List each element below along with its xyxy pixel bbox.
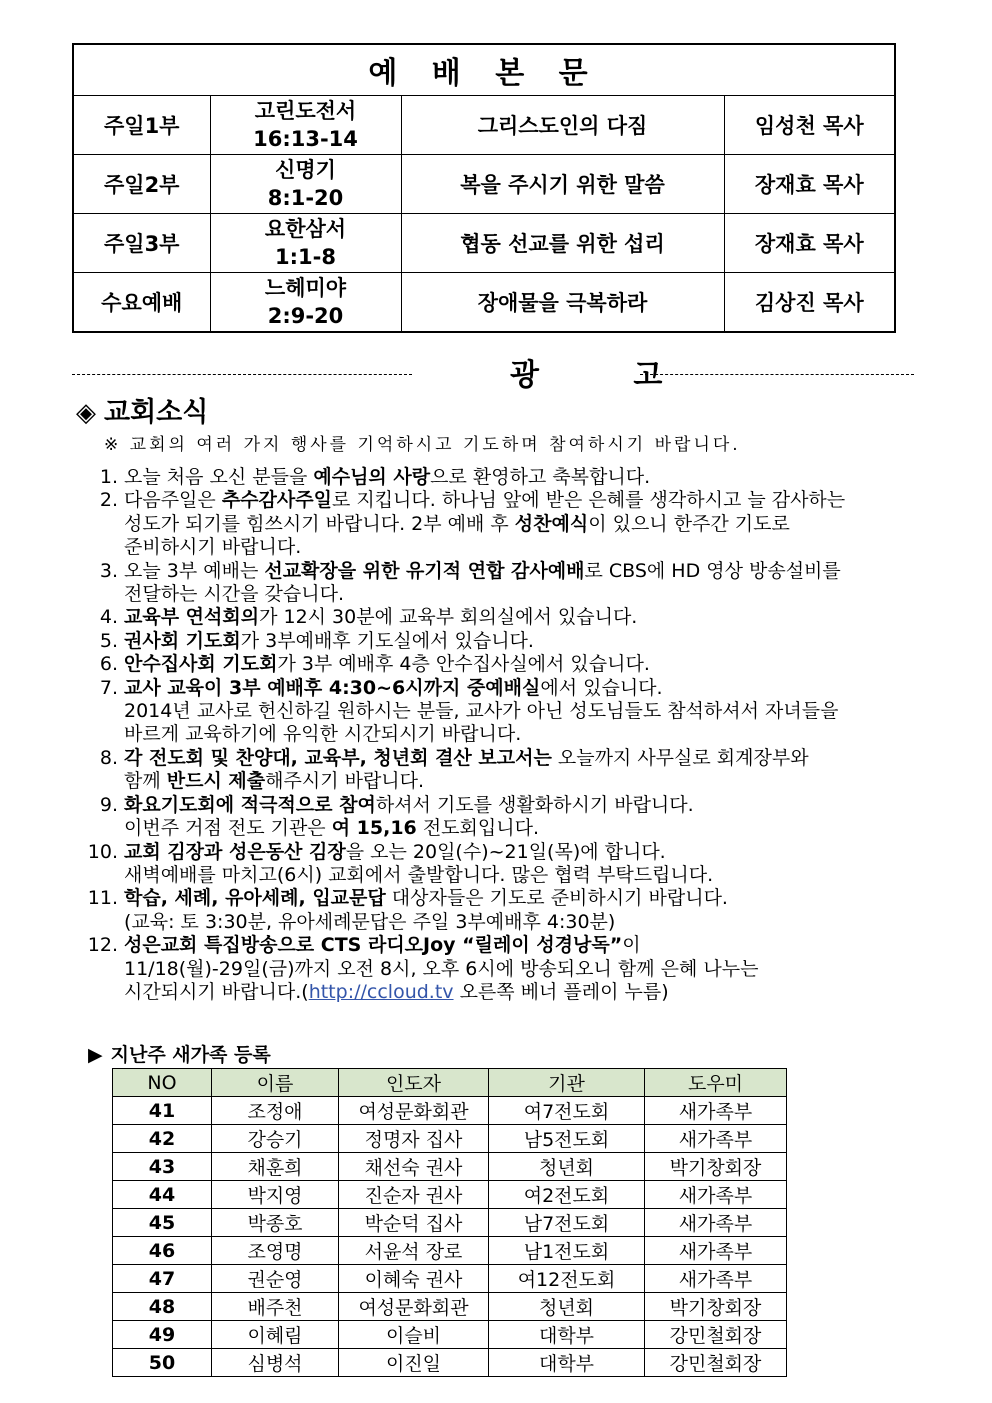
notice-line [124, 466, 934, 489]
section-title: ◈ 교회소식 [76, 397, 209, 428]
table-cell: 새가족부 [645, 1265, 787, 1293]
notice-line [124, 513, 934, 536]
table-cell: 권순영 [212, 1265, 339, 1293]
table-cell: 진순자 권사 [339, 1181, 489, 1209]
notice-text: 로 CBS에 HD 영상 방송설비를 [584, 559, 841, 582]
sermon-title-cell: 복을 주시기 위한 말씀 [401, 155, 724, 214]
column-header: 인도자 [339, 1069, 489, 1097]
table-cell: 남7전도회 [489, 1209, 645, 1237]
sermon-title-cell: 그리스도인의 다짐 [401, 96, 724, 155]
table-cell: 서윤석 장로 [339, 1237, 489, 1265]
emphasis-text: 반드시 제출 [166, 770, 266, 793]
table-cell: 배주천 [212, 1293, 339, 1321]
notice-item [74, 653, 934, 676]
notice-number: 8. [99, 746, 118, 769]
notice-text: 새벽예배를 마치고(6시) 교회에서 출발합니다. 많은 협력 부탁드립니다. [124, 863, 714, 886]
new-family-table [112, 1068, 787, 1377]
column-header: 도우미 [645, 1069, 787, 1097]
table-row [113, 1209, 787, 1237]
notice-number: 10. [87, 840, 118, 863]
table-row [113, 1237, 787, 1265]
arrow-icon: ▶ [88, 1044, 103, 1066]
notice-text: 이번주 거점 전도 기관은 [124, 817, 332, 840]
table-cell: 대학부 [489, 1321, 645, 1349]
sermon-row [73, 155, 895, 214]
notice-text: 하셔서 기도를 생활화하시기 바랍니다. [375, 793, 694, 816]
preacher: 임성천 목사 [724, 96, 895, 155]
emphasis-text: 교육부 연석회의 [124, 606, 260, 629]
table-row [113, 1125, 787, 1153]
table-cell: 이혜림 [212, 1321, 339, 1349]
emphasis-text: 교회 김장과 성은동산 김장 [124, 840, 346, 863]
scripture-ref: 느헤미야 2:9-20 [210, 273, 401, 333]
service-name: 주일3부 [73, 214, 210, 273]
table-cell: 채선숙 권사 [339, 1153, 489, 1181]
new-family-title: ▶ 지난주 새가족 등록 [88, 1044, 271, 1066]
table-cell: 정명자 집사 [339, 1125, 489, 1153]
notice-text: 시간되시기 바랍니다.( [124, 980, 309, 1003]
sermon-row [73, 96, 895, 155]
notice-text: 에서 있습니다. [540, 676, 663, 699]
notice-text: 오늘까지 사무실로 회계장부와 [551, 746, 809, 769]
notice-item [74, 934, 934, 1004]
emphasis-text: 교사 교육이 3부 예배후 4:30~6시까지 중예배실 [124, 676, 541, 699]
table-cell: 조정애 [212, 1097, 339, 1125]
table-cell: 새가족부 [645, 1237, 787, 1265]
notice-line [124, 747, 934, 770]
table-cell: 박기창회장 [645, 1153, 787, 1181]
notice-line [124, 864, 934, 887]
table-cell: 49 [113, 1321, 212, 1349]
table-row [113, 1293, 787, 1321]
notice-text: 으로 환영하고 축복합니다. [430, 466, 651, 488]
notice-text: 오늘 3부 예배는 [124, 559, 265, 582]
notice-line [124, 981, 934, 1004]
sermon-title: 예 배 본 문 [73, 44, 895, 96]
preacher: 장재효 목사 [724, 155, 895, 214]
intro-text: ※ 교회의 여러 가지 행사를 기억하시고 기도하며 참여하시기 바랍니다. [104, 435, 741, 455]
notice-header [72, 350, 914, 393]
notice-list [74, 466, 934, 1004]
emphasis-text: 성은교회 특집방송으로 CTS 라디오Joy “릴레이 성경낭독” [124, 934, 623, 957]
notice-text: 오른쪽 베너 플레이 누름) [453, 980, 669, 1003]
scripture-ref: 신명기 8:1-20 [210, 155, 401, 214]
table-cell: 42 [113, 1125, 212, 1153]
sermon-row [73, 214, 895, 273]
notice-text: 다음주일은 [124, 489, 222, 512]
column-header: NO [113, 1069, 212, 1097]
notice-line [124, 606, 934, 629]
notice-text: 전달하는 시간을 갖습니다. [124, 583, 345, 606]
notice-line [124, 723, 934, 746]
table-cell: 강민철회장 [645, 1349, 787, 1377]
notice-item [74, 560, 934, 607]
table-cell: 박순덕 집사 [339, 1209, 489, 1237]
notice-line [124, 700, 934, 723]
notice-item [74, 606, 934, 629]
table-cell: 박지영 [212, 1181, 339, 1209]
table-cell: 남1전도회 [489, 1237, 645, 1265]
emphasis-text: 추수감사주일 [221, 489, 332, 512]
notice-line [124, 911, 934, 934]
notice-item [74, 794, 934, 841]
notice-text: 대상자들은 기도로 준비하시기 바랍니다. [385, 887, 728, 910]
table-row [113, 1153, 787, 1181]
notice-text: 을 오는 20일(수)~21일(목)에 합니다. [345, 840, 666, 863]
notice-number: 12. [87, 934, 118, 957]
sermon-title-cell: 협동 선교를 위한 섭리 [401, 214, 724, 273]
notice-line [124, 934, 934, 957]
table-cell: 남5전도회 [489, 1125, 645, 1153]
notice-text: 성도가 되기를 힘쓰시기 바랍니다. 2부 예배 후 [124, 512, 515, 535]
emphasis-text: 화요기도회에 적극적으로 참여 [124, 793, 376, 816]
service-name: 주일2부 [73, 155, 210, 214]
table-row [113, 1321, 787, 1349]
table-cell: 대학부 [489, 1349, 645, 1377]
table-cell: 강민철회장 [645, 1321, 787, 1349]
link[interactable]: http://ccloud.tv [308, 980, 454, 1003]
table-cell: 47 [113, 1265, 212, 1293]
notice-line [124, 817, 934, 840]
table-cell: 조영명 [212, 1237, 339, 1265]
table-cell: 43 [113, 1153, 212, 1181]
divider [640, 374, 914, 375]
notice-line [124, 489, 934, 512]
notice-item [74, 677, 934, 747]
notice-number: 5. [99, 629, 118, 652]
table-cell: 새가족부 [645, 1209, 787, 1237]
table-cell: 박종호 [212, 1209, 339, 1237]
table-row [113, 1097, 787, 1125]
table-row [113, 1181, 787, 1209]
notice-number: 7. [99, 676, 118, 699]
preacher: 장재효 목사 [724, 214, 895, 273]
table-cell: 채훈희 [212, 1153, 339, 1181]
notice-item [74, 841, 934, 888]
table-cell: 46 [113, 1237, 212, 1265]
sermon-title-cell: 장애물을 극복하라 [401, 273, 724, 333]
table-row [113, 1349, 787, 1377]
notice-number: 11. [87, 887, 118, 910]
table-cell: 여성문화회관 [339, 1097, 489, 1125]
emphasis-text: 각 전도회 및 찬양대, 교육부, 청년회 결산 보고서는 [124, 746, 552, 769]
table-cell: 44 [113, 1181, 212, 1209]
sermon-row [73, 273, 895, 333]
notice-text: 이 있으니 한주간 기도로 [588, 512, 790, 535]
diamond-icon: ◈ [76, 398, 96, 428]
table-cell: 이슬비 [339, 1321, 489, 1349]
emphasis-text: 예수님의 사랑 [313, 466, 431, 488]
sermon-table [72, 43, 896, 333]
notice-line [124, 560, 934, 583]
notice-text: 가 3부 예배후 4층 안수집사실에서 있습니다. [277, 653, 650, 676]
notice-text: 준비하시기 바랍니다. [124, 536, 302, 559]
notice-line [124, 841, 934, 864]
emphasis-text: 안수집사회 기도회 [124, 653, 278, 676]
notice-text: 가 12시 30분에 교육부 회의실에서 있습니다. [259, 606, 638, 629]
emphasis-text: 성찬예식 [514, 512, 589, 535]
divider [72, 374, 412, 375]
notice-line [124, 653, 934, 676]
table-cell: 여7전도회 [489, 1097, 645, 1125]
column-header: 이름 [212, 1069, 339, 1097]
table-cell: 50 [113, 1349, 212, 1377]
notice-number: 6. [99, 653, 118, 676]
notice-line [124, 958, 934, 981]
notice-item [74, 466, 934, 489]
table-cell: 41 [113, 1097, 212, 1125]
service-name: 수요예배 [73, 273, 210, 333]
notice-title: 광 고 [510, 358, 705, 393]
table-cell: 강승기 [212, 1125, 339, 1153]
notice-line [124, 887, 934, 910]
notice-number: 9. [99, 793, 118, 816]
table-cell: 이진일 [339, 1349, 489, 1377]
table-cell: 이혜숙 권사 [339, 1265, 489, 1293]
notice-text: 바르게 교육하기에 유익한 시간되시기 바랍니다. [124, 723, 522, 746]
notice-text: 전도회입니다. [416, 817, 539, 840]
notice-text: 해주시기 바랍니다. [265, 770, 425, 793]
notice-number: 2. [99, 489, 118, 512]
notice-number: 3. [99, 559, 118, 582]
notice-item [74, 887, 934, 934]
notice-text: (교육: 토 3:30분, 유아세례문답은 주일 3부예배후 4:30분) [124, 910, 616, 933]
notice-line [124, 677, 934, 700]
notice-line [124, 794, 934, 817]
notice-line [124, 630, 934, 653]
table-cell: 새가족부 [645, 1125, 787, 1153]
preacher: 김상진 목사 [724, 273, 895, 333]
table-cell: 새가족부 [645, 1181, 787, 1209]
table-cell: 박기창회장 [645, 1293, 787, 1321]
table-cell: 45 [113, 1209, 212, 1237]
table-cell: 새가족부 [645, 1097, 787, 1125]
emphasis-text: 여 15,16 [331, 817, 417, 840]
emphasis-text: 권사회 기도회 [124, 629, 241, 652]
service-name: 주일1부 [73, 96, 210, 155]
scripture-ref: 고린도전서 16:13-14 [210, 96, 401, 155]
notice-item [74, 489, 934, 559]
notice-text: 2014년 교사로 헌신하길 원하시는 분들, 교사가 아닌 성도님들도 참석하셔서 자녀들을 [124, 700, 839, 723]
notice-line [124, 770, 934, 793]
notice-text: 가 3부예배후 기도실에서 있습니다. [240, 629, 534, 652]
emphasis-text: 선교확장을 위한 유기적 연합 감사예배 [264, 559, 585, 582]
table-cell: 청년회 [489, 1153, 645, 1181]
notice-item [74, 747, 934, 794]
table-cell: 청년회 [489, 1293, 645, 1321]
emphasis-text: 학습, 세례, 유아세례, 입교문답 [124, 887, 386, 910]
notice-text: 함께 [124, 770, 167, 793]
notice-number: 4. [99, 606, 118, 629]
table-cell: 여2전도회 [489, 1181, 645, 1209]
notice-line [124, 536, 934, 559]
table-cell: 48 [113, 1293, 212, 1321]
column-header: 기관 [489, 1069, 645, 1097]
notice-text: 11/18(월)-29일(금)까지 오전 8시, 오후 6시에 방송되오니 함께 은혜 나누는 [124, 957, 759, 980]
notice-text: 이 [622, 934, 641, 957]
notice-text: 로 지킵니다. 하나님 앞에 받은 은혜를 생각하시고 늘 감사하는 [331, 489, 846, 512]
table-cell: 심병석 [212, 1349, 339, 1377]
notice-item [74, 630, 934, 653]
table-cell: 여성문화회관 [339, 1293, 489, 1321]
notice-number: 1. [99, 466, 118, 488]
scripture-ref: 요한삼서 1:1-8 [210, 214, 401, 273]
table-cell: 여12전도회 [489, 1265, 645, 1293]
table-row [113, 1265, 787, 1293]
notice-text: 오늘 처음 오신 분들을 [124, 466, 314, 488]
notice-line [124, 583, 934, 606]
